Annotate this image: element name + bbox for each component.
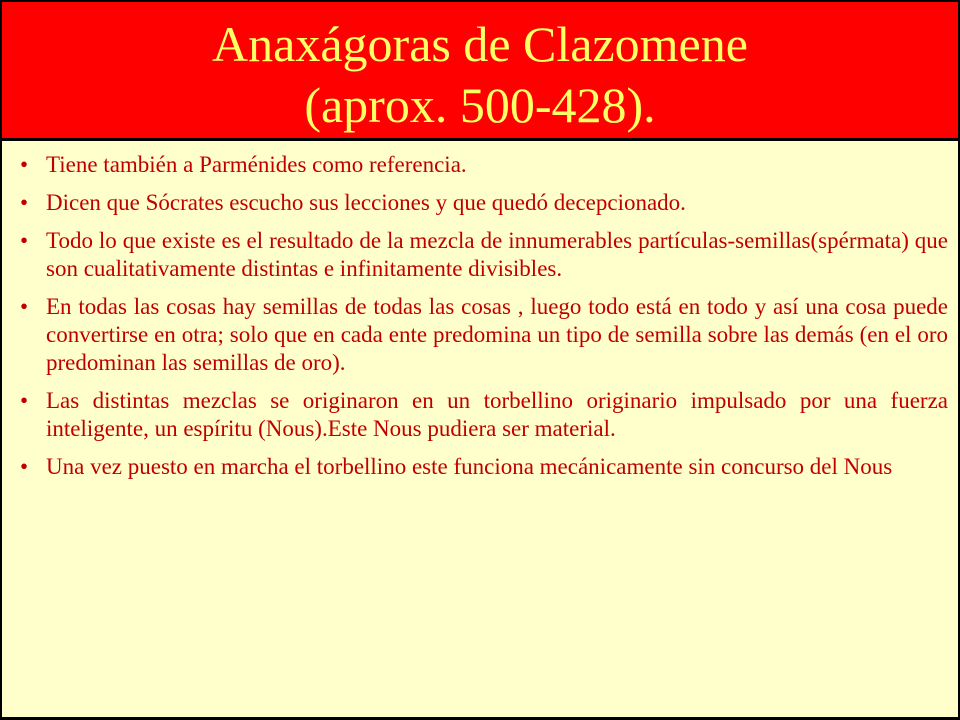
bullet-text: Tiene también a Parménides como referencia. [46,152,467,177]
bullet-text: Las distintas mezclas se originaron en un torbellino originario impulsado por una fuerza inteligente, un espíritu (Nous).Este Nous pudiera ser material. [46,388,948,441]
bullet-text: En todas las cosas hay semillas de todas las cosas , luego todo está en todo y así una cosa puede convertirse en otra; solo que en cada ente predomina un tipo de semilla sobre las demás (en el oro predominan las semillas de oro). [46,294,948,375]
bullet-text: Todo lo que existe es el resultado de la mezcla de innumerables partículas-semillas(spérmata) que son cualitativamente distintas e infinitamente divisibles. [46,228,948,281]
slide-title: Anaxágoras de Clazomene [212,16,748,72]
bullet-item [20,387,948,443]
bullet-item [20,151,948,179]
bullet-item [20,189,948,217]
bullet-icon: • [20,228,29,253]
bullet-text: Una vez puesto en marcha el torbellino este funciona mecánicamente sin concurso del Nous [46,454,893,479]
bullet-list [20,151,948,481]
content-panel [2,141,958,717]
title-banner [2,2,958,138]
bullet-text: Dicen que Sócrates escucho sus lecciones y que quedó decepcionado. [46,190,686,215]
bullet-icon: • [20,388,29,413]
bullet-icon: • [20,454,29,479]
bullet-item [20,453,948,481]
bullet-item [20,293,948,377]
bullet-icon: • [20,152,29,177]
slide-subtitle-dates: (aprox. 500-428). [304,77,656,133]
bullet-item [20,227,948,283]
bullet-icon: • [20,294,29,319]
bullet-icon: • [20,190,29,215]
